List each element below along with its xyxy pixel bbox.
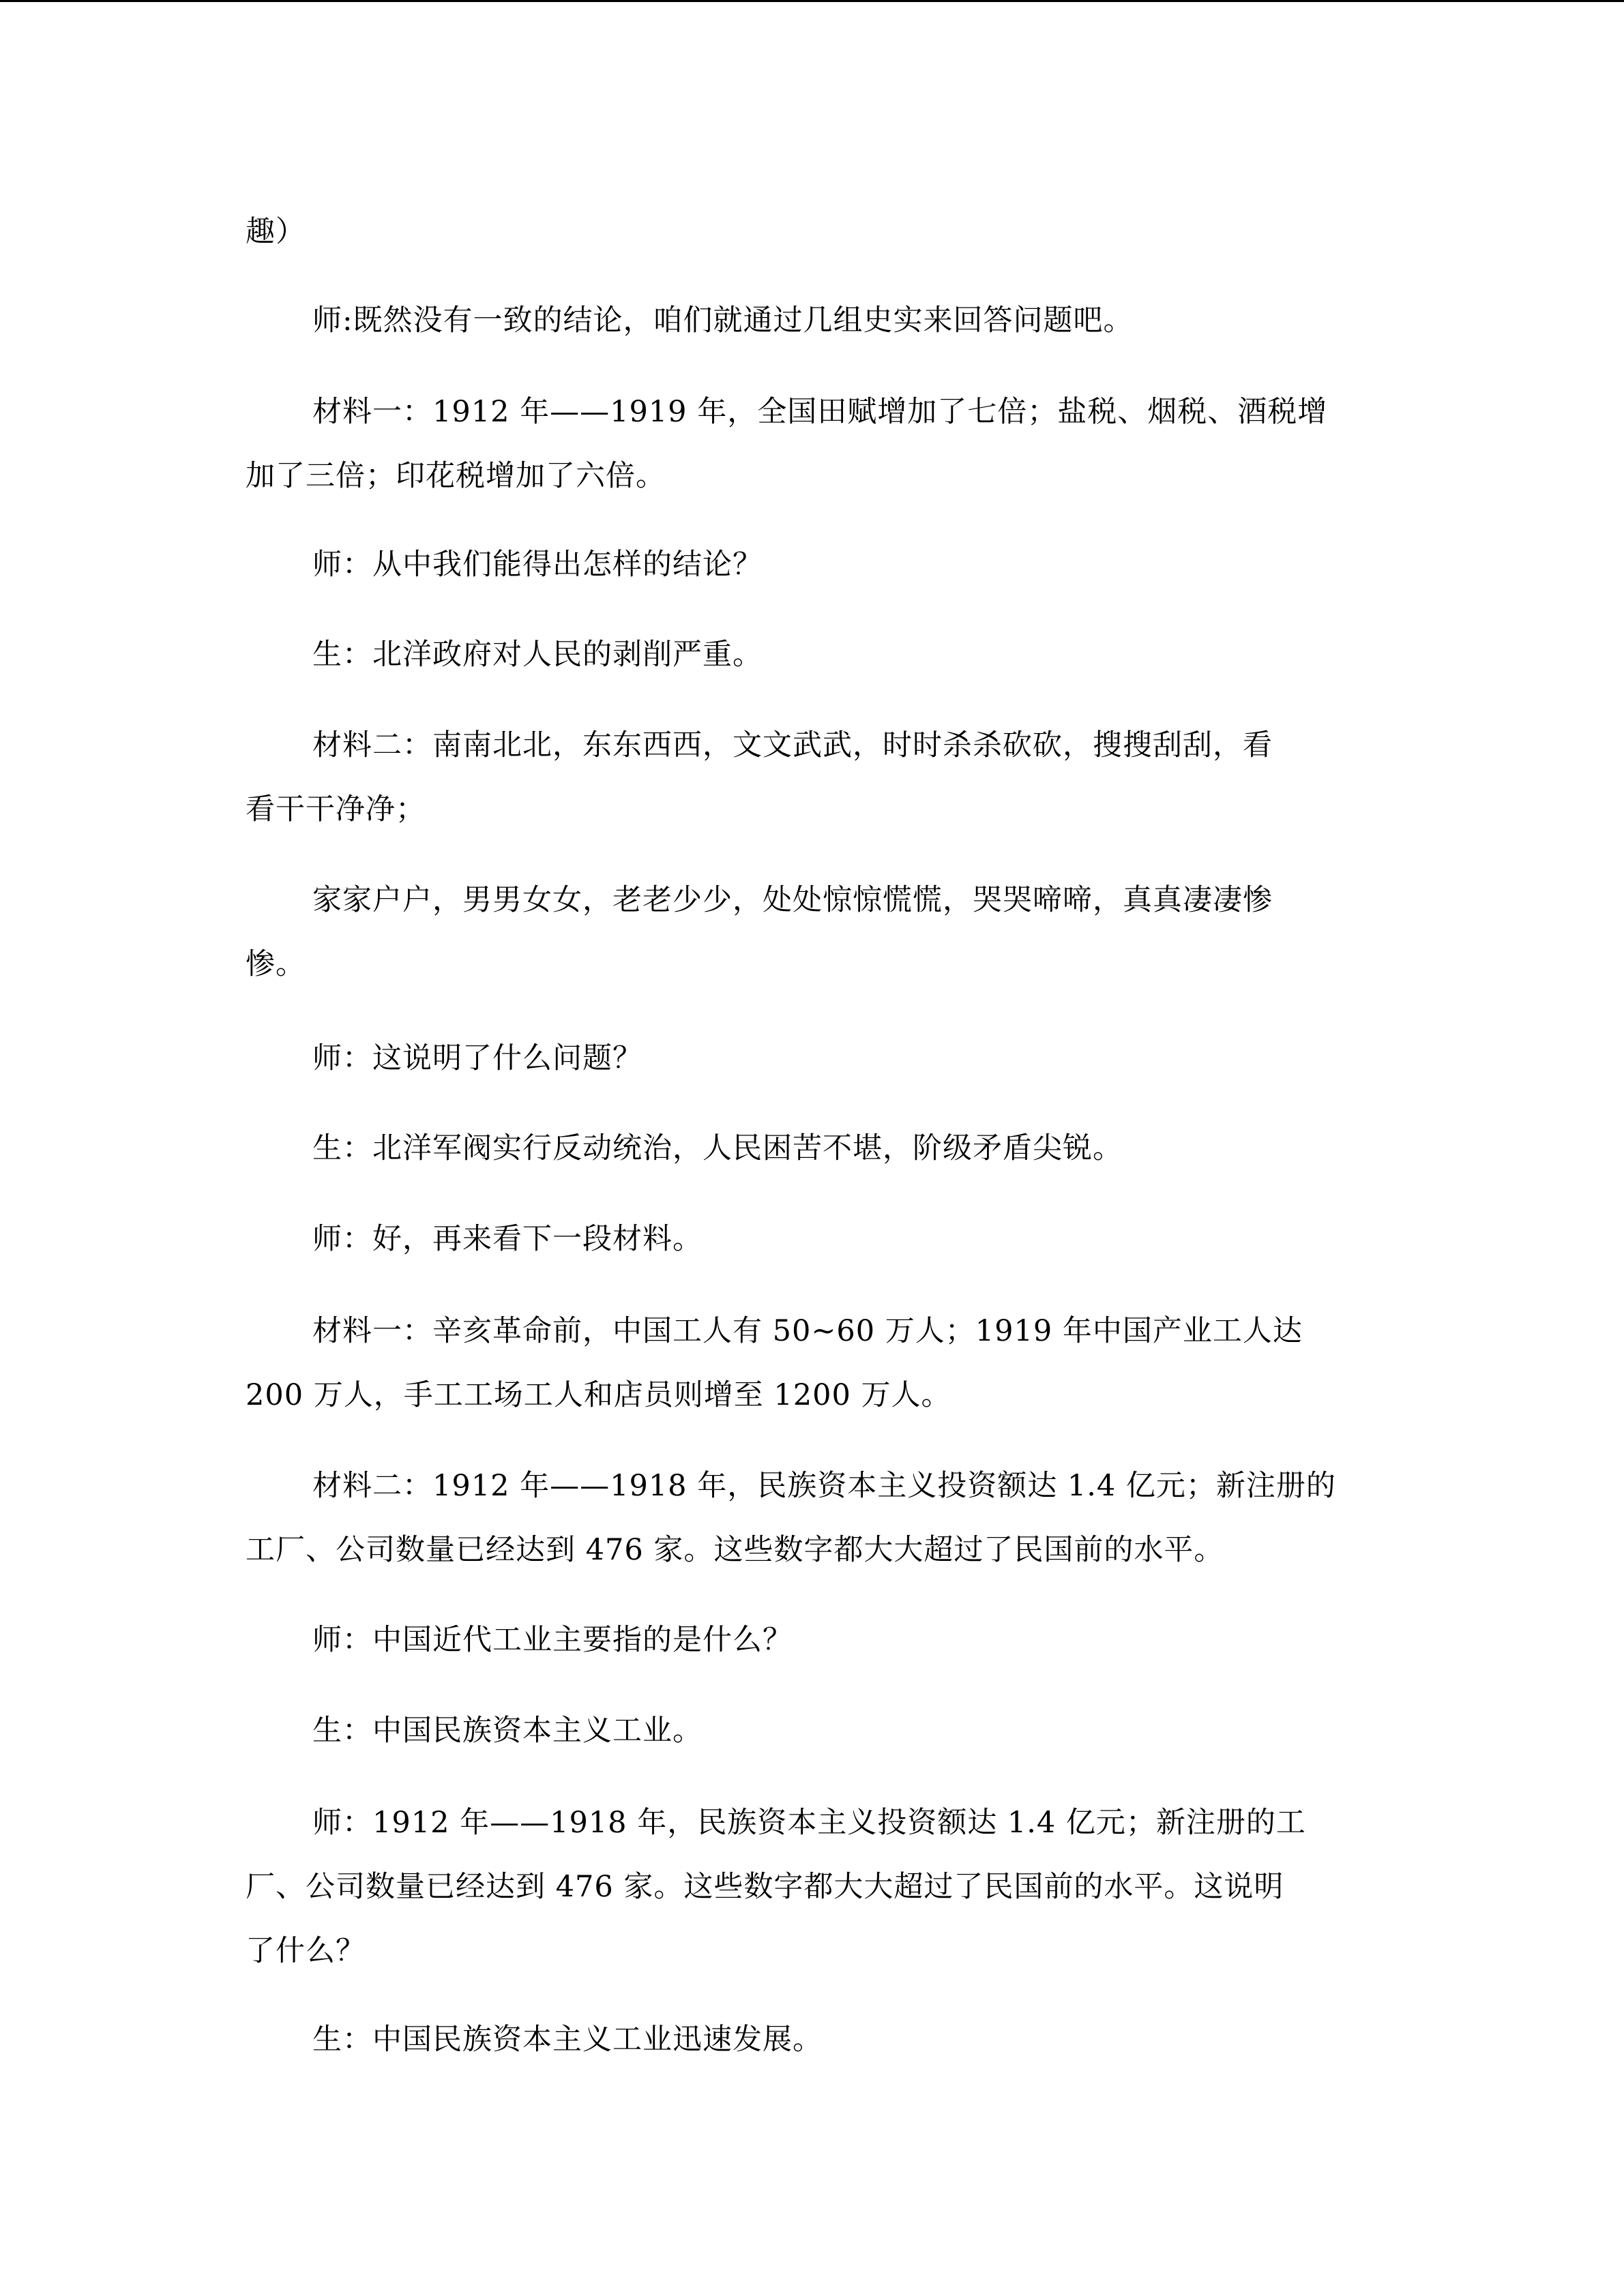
text-line: 师：从中我们能得出怎样的结论？ — [312, 548, 763, 582]
paragraph-continuation — [246, 200, 1378, 264]
paragraph-material-two-verse-cont — [246, 868, 1378, 996]
text-line: 师：这说明了什么问题？ — [312, 1041, 643, 1075]
paragraph-material-two-investment — [246, 1454, 1378, 1582]
text-line: 了什么？ — [246, 1934, 366, 1968]
text-line: 趣） — [246, 215, 306, 249]
text-line: 师：好，再来看下一段材料。 — [312, 1222, 703, 1256]
text-line: 生：中国民族资本主义工业。 — [312, 1714, 703, 1748]
paragraph-material-one-workers — [246, 1299, 1378, 1427]
text-line: 加了三倍；印花税增加了六倍。 — [246, 459, 666, 493]
text-line: 师：1912 年——1918 年，民族资本主义投资额达 1.4 亿元；新注册的工 — [312, 1806, 1306, 1840]
paragraph-material-one-taxes — [246, 380, 1378, 508]
text-line: 生：中国民族资本主义工业迅速发展。 — [312, 2023, 823, 2057]
paragraph-student-answer — [246, 1116, 1378, 1180]
text-line: 材料二：1912 年——1918 年，民族资本主义投资额达 1.4 亿元；新注册的 — [312, 1469, 1336, 1503]
paragraph-teacher-question — [246, 1608, 1378, 1672]
text-line: 生：北洋军阀实行反动统治，人民困苦不堪，阶级矛盾尖锐。 — [312, 1131, 1123, 1165]
paragraph-teacher-intro — [246, 288, 1378, 353]
text-line: 师：中国近代工业主要指的是什么？ — [312, 1623, 793, 1657]
paragraph-student-answer — [246, 1699, 1378, 1763]
paragraph-teacher-question — [246, 533, 1378, 597]
text-line: 看干干净净； — [246, 792, 426, 826]
paragraph-teacher-question — [246, 1026, 1378, 1090]
text-line: 家家户户，男男女女，老老少少，处处惊惊慌慌，哭哭啼啼，真真凄凄惨 — [312, 883, 1273, 917]
paragraph-material-two-verse — [246, 713, 1378, 841]
text-line: 生：北洋政府对人民的剥削严重。 — [312, 638, 763, 672]
text-line: 师:既然没有一致的结论，咱们就通过几组史实来回答问题吧。 — [312, 303, 1134, 338]
paragraph-teacher-question-long — [246, 1791, 1378, 1983]
text-line: 材料一：辛亥革命前，中国工人有 50~60 万人；1919 年中国产业工人达 — [312, 1314, 1303, 1348]
text-line: 厂、公司数量已经达到 476 家。这些数字都大大超过了民国前的水平。这说明 — [246, 1870, 1284, 1904]
text-line: 惨。 — [246, 947, 306, 981]
paragraph-student-answer — [246, 623, 1378, 687]
text-line: 材料一：1912 年——1919 年，全国田赋增加了七倍；盐税、烟税、酒税增 — [312, 395, 1328, 429]
text-line: 工厂、公司数量已经达到 476 家。这些数字都大大超过了民国前的水平。 — [246, 1533, 1224, 1567]
paragraph-teacher-transition — [246, 1207, 1378, 1271]
text-line: 材料二：南南北北，东东西西，文文武武，时时杀杀砍砍，搜搜刮刮，看 — [312, 728, 1273, 762]
text-line: 200 万人，手工工场工人和店员则增至 1200 万人。 — [246, 1378, 951, 1412]
paragraph-student-answer — [246, 2008, 1378, 2072]
